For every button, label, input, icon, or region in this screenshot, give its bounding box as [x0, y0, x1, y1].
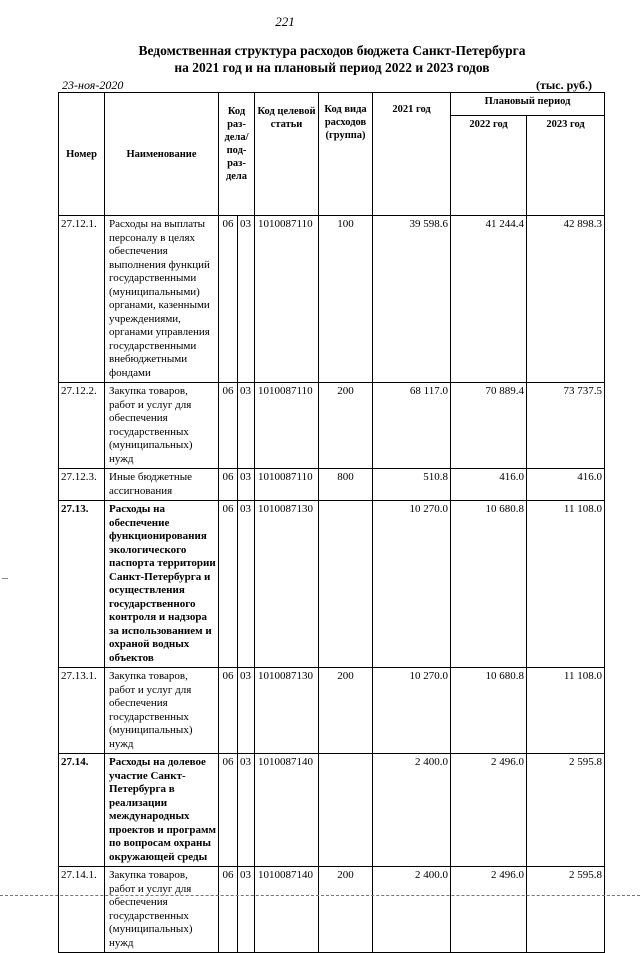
row-subsection: 03: [238, 383, 255, 469]
row-name: Закупка товаров, работ и услуг для обеспечения государственных (муниципальных) нужд: [105, 867, 219, 953]
row-subsection: 03: [238, 501, 255, 668]
row-name: Расходы на долевое участие Санкт-Петербурга в реализации международных проектов и программ по вопросам охраны окружающей среды: [105, 754, 219, 867]
row-amount-2023: 42 898.3: [527, 216, 605, 383]
title-line-2: на 2021 год и на плановый период 2022 и 2023 годов: [174, 60, 490, 75]
row-subsection: 03: [238, 469, 255, 501]
row-amount-2021: 2 400.0: [373, 754, 451, 867]
row-amount-2022: 10 680.8: [451, 501, 527, 668]
row-target-code: 1010087110: [255, 383, 319, 469]
row-amount-2023: 11 108.0: [527, 501, 605, 668]
row-vid-code: [319, 501, 373, 668]
title-line-1: Ведомственная структура расходов бюджета Санкт-Петербурга: [138, 43, 526, 58]
table-row: [59, 668, 605, 754]
row-name: Закупка товаров, работ и услуг для обеспечения государственных (муниципальных) нужд: [105, 668, 219, 754]
row-amount-2022: 2 496.0: [451, 754, 527, 867]
row-vid-code: 200: [319, 383, 373, 469]
row-section: 06: [219, 383, 238, 469]
document-title: [60, 42, 604, 76]
header-vid: Код вида расходов (группа): [319, 93, 373, 216]
header-number: Номер: [59, 93, 105, 216]
row-target-code: 1010087130: [255, 501, 319, 668]
row-section: 06: [219, 754, 238, 867]
row-amount-2023: 416.0: [527, 469, 605, 501]
row-amount-2022: 10 680.8: [451, 668, 527, 754]
page-number: 221: [275, 14, 295, 29]
row-vid-code: [319, 754, 373, 867]
header-2022: 2022 год: [451, 116, 527, 216]
row-name: Закупка товаров, работ и услуг для обеспечения государственных (муниципальных) нужд: [105, 383, 219, 469]
row-number: 27.14.: [59, 754, 105, 867]
row-amount-2021: 10 270.0: [373, 501, 451, 668]
row-subsection: 03: [238, 754, 255, 867]
row-amount-2021: 510.8: [373, 469, 451, 501]
row-name: Расходы на выплаты персоналу в целях обеспечения выполнения функций государственными (муниципальными) органами, казенными учреждениями, органами управления государственными внебюджетными фондами: [105, 216, 219, 383]
header-target: Код целевой статьи: [255, 93, 319, 216]
header-section: Код раз-дела/ под-раз-дела: [219, 93, 255, 216]
document-date: 23-ноя-2020: [62, 78, 124, 92]
row-target-code: 1010087140: [255, 867, 319, 953]
row-vid-code: 200: [319, 867, 373, 953]
header-name: Наименование: [105, 93, 219, 216]
row-section: 06: [219, 501, 238, 668]
row-vid-code: 200: [319, 668, 373, 754]
header-2023: 2023 год: [527, 116, 605, 216]
row-section: 06: [219, 216, 238, 383]
table-row: [59, 754, 605, 867]
row-number: 27.14.1.: [59, 867, 105, 953]
row-vid-code: 800: [319, 469, 373, 501]
row-amount-2023: 2 595.8: [527, 754, 605, 867]
row-section: 06: [219, 668, 238, 754]
table-row: [59, 867, 605, 953]
row-subsection: 03: [238, 867, 255, 953]
row-number: 27.12.1.: [59, 216, 105, 383]
row-amount-2023: 2 595.8: [527, 867, 605, 953]
row-number: 27.13.1.: [59, 668, 105, 754]
table-row: [59, 469, 605, 501]
row-subsection: 03: [238, 668, 255, 754]
row-number: 27.12.2.: [59, 383, 105, 469]
header-planned-period: Плановый период: [451, 93, 605, 116]
row-amount-2021: 68 117.0: [373, 383, 451, 469]
row-target-code: 1010087140: [255, 754, 319, 867]
row-amount-2022: 2 496.0: [451, 867, 527, 953]
row-subsection: 03: [238, 216, 255, 383]
table-row: [59, 383, 605, 469]
row-amount-2021: 2 400.0: [373, 867, 451, 953]
row-target-code: 1010087110: [255, 216, 319, 383]
footer-line: [0, 895, 640, 896]
row-section: 06: [219, 867, 238, 953]
budget-table: [58, 92, 605, 953]
row-amount-2023: 11 108.0: [527, 668, 605, 754]
row-amount-2022: 70 889.4: [451, 383, 527, 469]
table-row: [59, 216, 605, 383]
row-amount-2022: 41 244.4: [451, 216, 527, 383]
row-amount-2021: 39 598.6: [373, 216, 451, 383]
row-name: Иные бюджетные ассигнования: [105, 469, 219, 501]
row-amount-2022: 416.0: [451, 469, 527, 501]
row-amount-2021: 10 270.0: [373, 668, 451, 754]
row-name: Расходы на обеспечение функционирования экологического паспорта территории Санкт-Петербурга и осуществления государственного контроля и надзора за использованием и охраной водных объектов: [105, 501, 219, 668]
row-number: 27.12.3.: [59, 469, 105, 501]
header-2021: 2021 год: [373, 93, 451, 216]
row-target-code: 1010087110: [255, 469, 319, 501]
row-vid-code: 100: [319, 216, 373, 383]
row-target-code: 1010087130: [255, 668, 319, 754]
row-number: 27.13.: [59, 501, 105, 668]
row-amount-2023: 73 737.5: [527, 383, 605, 469]
table-row: [59, 501, 605, 668]
row-section: 06: [219, 469, 238, 501]
units-label: (тыс. руб.): [536, 78, 592, 92]
margin-mark: [2, 578, 8, 579]
